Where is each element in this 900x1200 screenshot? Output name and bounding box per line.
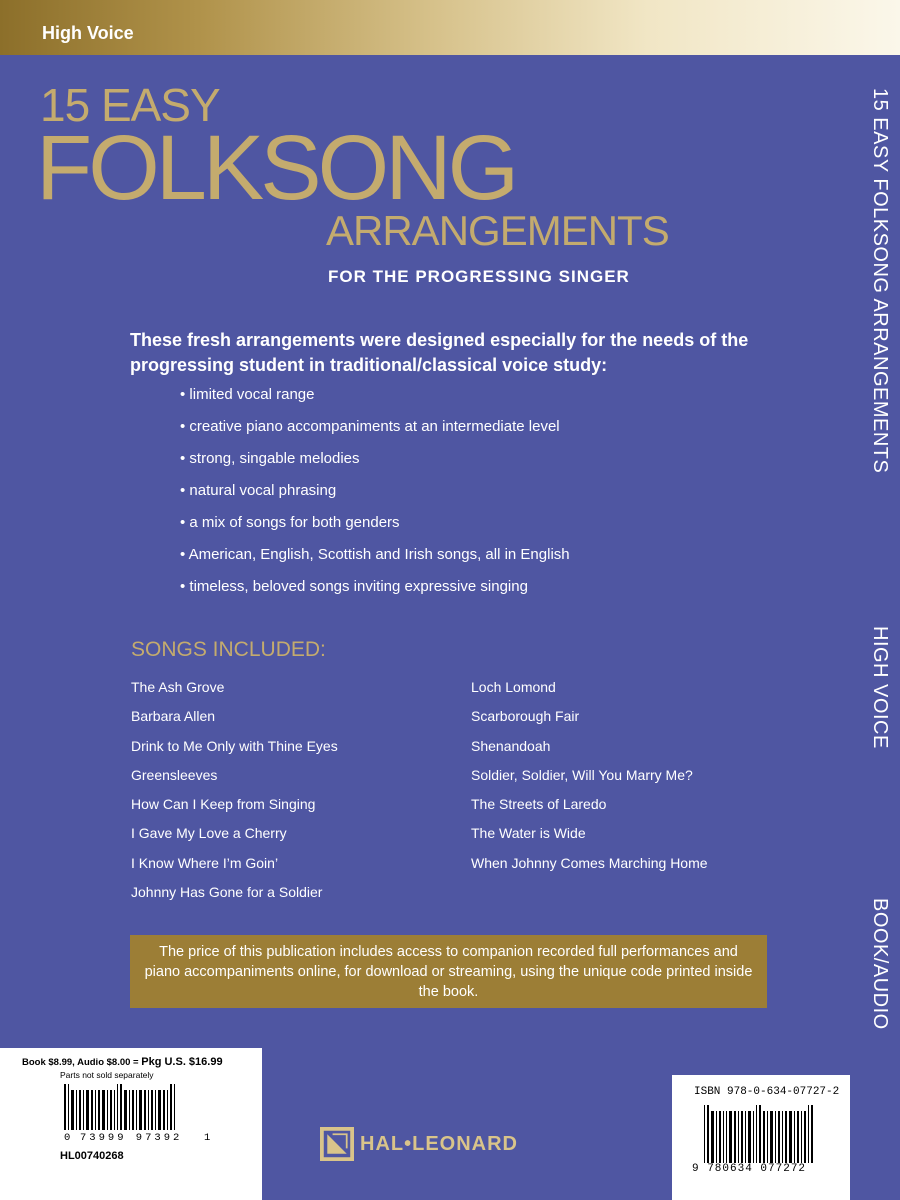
hal-leonard-logo — [320, 1127, 518, 1161]
barcode-bar — [120, 1084, 122, 1130]
songs-heading: SONGS INCLUDED: — [131, 638, 326, 661]
barcode-bar — [155, 1090, 156, 1130]
isbn-box — [672, 1075, 850, 1200]
spine-title: 15 EASY FOLKSONG ARRANGEMENTS — [869, 88, 891, 474]
barcode-bar — [158, 1090, 161, 1130]
barcode-bar — [716, 1111, 717, 1163]
price-line — [22, 1056, 223, 1068]
barcode-bar — [95, 1090, 96, 1130]
barcode-bar — [117, 1084, 118, 1130]
feature-item: • limited vocal range — [180, 384, 780, 416]
barcode-bar — [719, 1111, 721, 1163]
feature-item: • strong, singable melodies — [180, 448, 780, 480]
barcode-bar — [726, 1111, 727, 1163]
barcode-bar — [174, 1084, 175, 1130]
songs-left-column — [131, 677, 338, 911]
voice-label: High Voice — [42, 23, 134, 43]
barcode-bar — [170, 1084, 172, 1130]
song-item: The Streets of Laredo — [471, 796, 607, 813]
barcode-bar — [129, 1090, 130, 1130]
barcode-bar — [98, 1090, 100, 1130]
top-gold-band — [0, 0, 900, 55]
song-item: How Can I Keep from Singing — [131, 796, 316, 813]
barcode-bar — [759, 1105, 761, 1163]
barcode-bar — [136, 1090, 137, 1130]
song-item: Shenandoah — [471, 737, 551, 754]
feature-item: • timeless, beloved songs inviting expressive singing — [180, 576, 780, 608]
barcode-bar — [753, 1111, 754, 1163]
barcode-bar — [114, 1090, 115, 1130]
barcode-bar — [808, 1105, 809, 1163]
barcode-bar — [91, 1090, 93, 1130]
barcode-bar — [102, 1090, 105, 1130]
barcode-bar — [782, 1111, 783, 1163]
song-item: Barbara Allen — [131, 708, 216, 725]
barcode-bar — [801, 1111, 802, 1163]
hal-leonard-mark-icon — [320, 1127, 354, 1161]
price-prefix: Book $8.99, Audio $8.00 = — [22, 1057, 142, 1068]
barcode-bar — [804, 1111, 806, 1163]
barcode-bar — [76, 1090, 77, 1130]
feature-item: • a mix of songs for both genders — [180, 512, 780, 544]
barcode-bar — [144, 1090, 146, 1130]
feature-list — [180, 384, 780, 608]
title-line-3: ARRANGEMENTS — [326, 207, 669, 254]
barcode-bar — [110, 1090, 112, 1130]
spine-format: BOOK/AUDIO — [869, 898, 891, 1030]
barcode-bar — [770, 1111, 773, 1163]
barcode-bar — [64, 1084, 66, 1130]
product-code: HL00740268 — [60, 1150, 124, 1162]
song-item: Greensleeves — [131, 766, 218, 783]
barcode-bar — [707, 1105, 709, 1163]
audio-access-notice — [130, 935, 767, 1008]
title-line-2: FOLKSONG — [36, 117, 516, 219]
barcode-bar — [745, 1111, 746, 1163]
barcode-bar — [167, 1090, 168, 1130]
barcode-bar — [811, 1105, 813, 1163]
song-item: Drink to Me Only with Thine Eyes — [131, 737, 338, 754]
song-item: When Johnny Comes Marching Home — [471, 854, 708, 871]
barcode-bar — [775, 1111, 776, 1163]
barcode-bar — [68, 1084, 69, 1130]
barcode-bar — [738, 1111, 739, 1163]
barcode-bar — [711, 1111, 714, 1163]
isbn-label: ISBN 978-0-634-07727-2 — [694, 1086, 840, 1098]
song-item: Loch Lomond — [471, 679, 556, 695]
songs-right-column — [471, 677, 708, 882]
ean-number: 9 780634 077272 — [692, 1163, 807, 1175]
barcode-bar — [83, 1090, 84, 1130]
feature-item: • natural vocal phrasing — [180, 480, 780, 512]
barcode-bar — [107, 1090, 108, 1130]
barcode-bar — [132, 1090, 134, 1130]
barcode-bar — [86, 1090, 89, 1130]
barcode-bar — [767, 1111, 768, 1163]
upc-barcode — [64, 1084, 177, 1130]
song-item: The Ash Grove — [131, 679, 225, 695]
barcode-bar — [139, 1090, 142, 1130]
isbn-barcode — [704, 1105, 815, 1163]
song-item: I Gave My Love a Cherry — [131, 825, 287, 842]
barcode-bar — [704, 1105, 705, 1163]
upc-number: 73999 97392 — [80, 1132, 183, 1144]
barcode-bar — [734, 1111, 736, 1163]
barcode-bar — [789, 1111, 792, 1163]
package-price: Pkg U.S. $16.99 — [141, 1056, 223, 1068]
spine-voice: HIGH VOICE — [869, 626, 891, 749]
barcode-bar — [723, 1111, 724, 1163]
song-item: I Know Where I’m Goin’ — [131, 854, 279, 871]
barcode-bar — [785, 1111, 787, 1163]
song-item: Johnny Has Gone for a Soldier — [131, 884, 323, 901]
barcode-bar — [756, 1105, 757, 1163]
barcode-bar — [778, 1111, 780, 1163]
upc-end-digit: 1 — [204, 1132, 211, 1144]
barcode-bar — [148, 1090, 149, 1130]
barcode-bar — [71, 1090, 74, 1130]
barcode-bar — [79, 1090, 81, 1130]
spine-text — [864, 0, 894, 1200]
barcode-bar — [748, 1111, 751, 1163]
feature-item: • American, English, Scottish and Irish songs, all in English — [180, 544, 780, 576]
barcode-bar — [741, 1111, 743, 1163]
audio-access-notice-text: The price of this publication includes access to companion recorded full performances and piano accompaniments online, for download or streaming, using the unique code printed inside the book. — [144, 943, 753, 1000]
song-item: Scarborough Fair — [471, 708, 580, 725]
song-item: The Water is Wide — [471, 825, 586, 842]
barcode-bar — [729, 1111, 732, 1163]
title-line-1: 15 EASY — [40, 79, 220, 131]
feature-item: • creative piano accompaniments at an intermediate level — [180, 416, 780, 448]
barcode-bar — [794, 1111, 795, 1163]
barcode-bar — [151, 1090, 153, 1130]
subtitle: FOR THE PROGRESSING SINGER — [328, 267, 630, 286]
barcode-bar — [163, 1090, 165, 1130]
barcode-bar — [124, 1090, 127, 1130]
publisher-name: HAL•LEONARD — [360, 1132, 518, 1155]
barcode-bar — [763, 1111, 765, 1163]
parts-note: Parts not sold separately — [60, 1070, 154, 1080]
upc-start-digit: 0 — [64, 1132, 71, 1144]
song-item: Soldier, Soldier, Will You Marry Me? — [471, 766, 693, 783]
barcode-bar — [797, 1111, 799, 1163]
intro-paragraph: These fresh arrangements were designed especially for the needs of the progressing student in traditional/classical voice study: — [130, 330, 749, 375]
